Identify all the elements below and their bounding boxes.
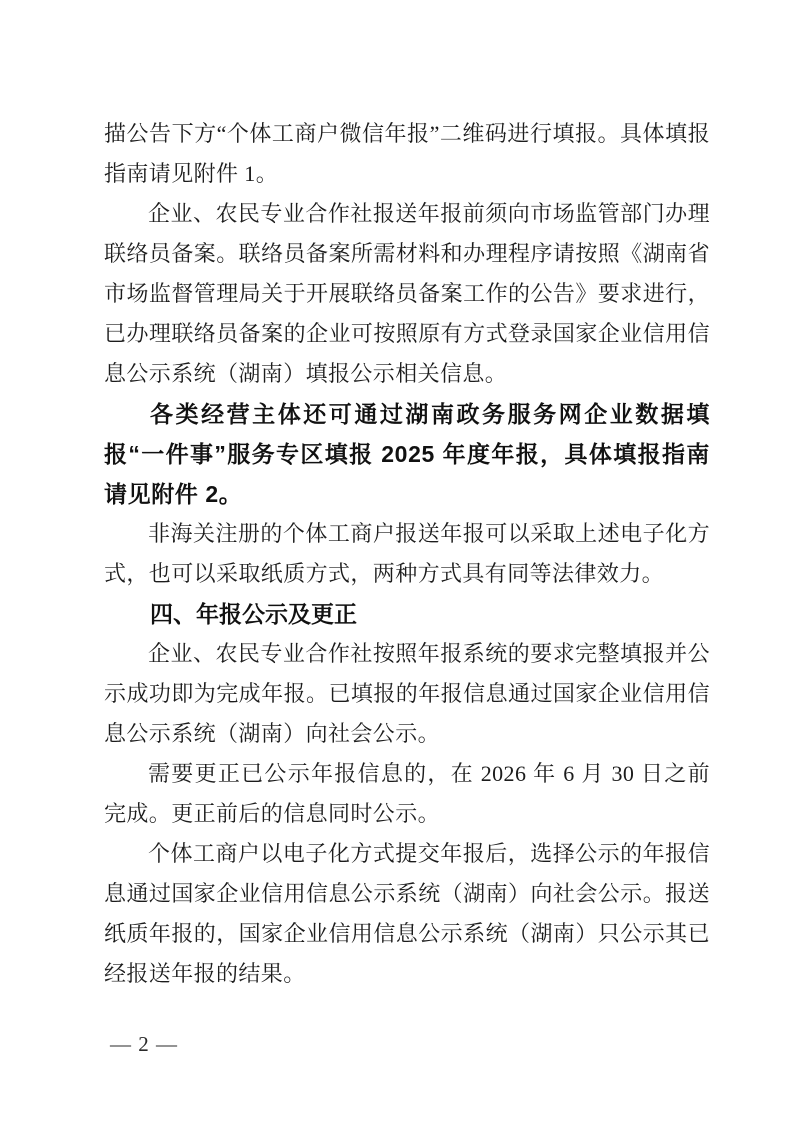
page-number: — 2 — xyxy=(110,1032,178,1056)
paragraph-continuation-wechat-annual-report: 描公告下方“个体工商户微信年报”二维码进行填报。具体填报指南请见附件 1。 xyxy=(104,121,710,186)
paragraph-liaison-filing: 企业、农民专业合作社报送年报前须向市场监管部门办理联络员备案。联络员备案所需材料和办理程序请按照《湖南省市场监督管理局关于开展联络员备案工作的公告》要求进行，已办理联络员备案的企业可按照原有方式登录国家企业信用信息公示系统（湖南）填报公示相关信息。 xyxy=(104,201,710,386)
section-heading-publicity-and-correction: 四、年报公示及更正 xyxy=(150,601,357,627)
document-body xyxy=(104,114,710,994)
paragraph-household-publicity: 个体工商户以电子化方式提交年报后，选择公示的年报信息通过国家企业信用信息公示系统（湖南）向社会公示。报送纸质年报的，国家企业信用信息公示系统（湖南）只公示其已经报送年报的结果。 xyxy=(104,841,710,986)
paragraph-non-customs-households: 非海关注册的个体工商户报送年报可以采取上述电子化方式，也可以采取纸质方式，两种方式具有同等法律效力。 xyxy=(104,521,710,586)
paragraph-bold-hunan-gov-service: 各类经营主体还可通过湖南政务服务网企业数据填报“一件事”服务专区填报 2025 年度年报，具体填报指南请见附件 2。 xyxy=(104,401,710,507)
paragraph-correction-deadline: 需要更正已公示年报信息的，在 2026 年 6 月 30 日之前完成。更正前后的信息同时公示。 xyxy=(104,761,710,826)
paragraph-complete-filing: 企业、农民专业合作社按照年报系统的要求完整填报并公示成功即为完成年报。已填报的年报信息通过国家企业信用信息公示系统（湖南）向社会公示。 xyxy=(104,641,710,746)
